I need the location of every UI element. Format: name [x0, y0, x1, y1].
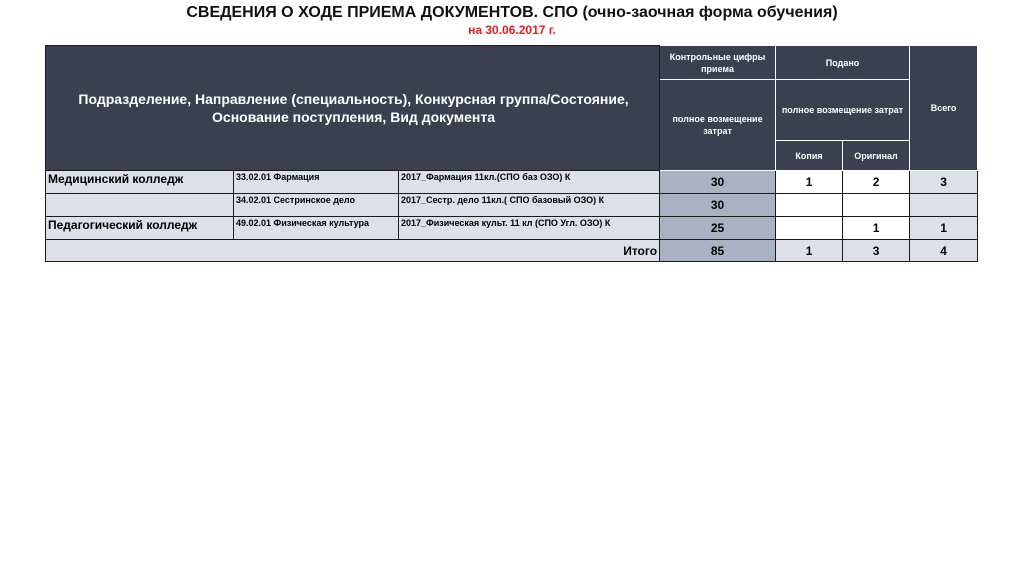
copy-header: Копия — [776, 141, 843, 171]
plan-cell: 30 — [660, 194, 776, 217]
original-header: Оригинал — [843, 141, 910, 171]
group-cell: 2017_Физическая культ. 11 кл (СПО Угл. ОЗО) К — [399, 217, 660, 240]
group-cell: 2017_Сестр. дело 11кл.( СПО базовый ОЗО) К — [399, 194, 660, 217]
copy-cell: 1 — [776, 171, 843, 194]
totals-row — [46, 240, 978, 262]
totals-total-cell: 4 — [910, 240, 978, 262]
total-header: Всего — [910, 46, 978, 171]
table-row — [46, 194, 978, 217]
copy-cell — [776, 194, 843, 217]
direction-cell: 33.02.01 Фармация — [234, 171, 399, 194]
totals-original-cell: 3 — [843, 240, 910, 262]
totals-plan-cell: 85 — [660, 240, 776, 262]
subdivision-cell: Медицинский колледж — [46, 171, 234, 194]
table-row — [46, 171, 978, 194]
submitted-header: Подано — [776, 46, 910, 80]
page-title: СВЕДЕНИЯ О ХОДЕ ПРИЕМА ДОКУМЕНТОВ. СПО (очно-заочная форма обучения) — [186, 4, 838, 21]
total-cell: 1 — [910, 217, 978, 240]
total-cell: 3 — [910, 171, 978, 194]
plan-cell: 25 — [660, 217, 776, 240]
original-cell — [843, 194, 910, 217]
direction-cell: 34.02.01 Сестринское дело — [234, 194, 399, 217]
plan-cell: 30 — [660, 171, 776, 194]
original-cell: 1 — [843, 217, 910, 240]
original-cell: 2 — [843, 171, 910, 194]
main-column-header: Подразделение, Направление (специальность), Конкурсная группа/Состояние, Основание поступления, Вид документа — [46, 46, 660, 171]
admission-table — [45, 45, 978, 262]
group-cell: 2017_Фармация 11кл.(СПО баз ОЗО) К — [399, 171, 660, 194]
report-date: на 30.06.2017 г. — [468, 23, 556, 37]
subdivision-cell — [46, 194, 234, 217]
totals-label: Итого — [46, 240, 660, 262]
total-cell — [910, 194, 978, 217]
copy-cell — [776, 217, 843, 240]
totals-copy-cell: 1 — [776, 240, 843, 262]
control-figures-header: Контрольные цифры приема — [660, 46, 776, 80]
submitted-full-cost-header: полное возмещение затрат — [776, 80, 910, 141]
subdivision-cell: Педагогический колледж — [46, 217, 234, 240]
table-row — [46, 217, 978, 240]
direction-cell: 49.02.01 Физическая культура — [234, 217, 399, 240]
control-full-cost-header: полное возмещение затрат — [660, 80, 776, 171]
